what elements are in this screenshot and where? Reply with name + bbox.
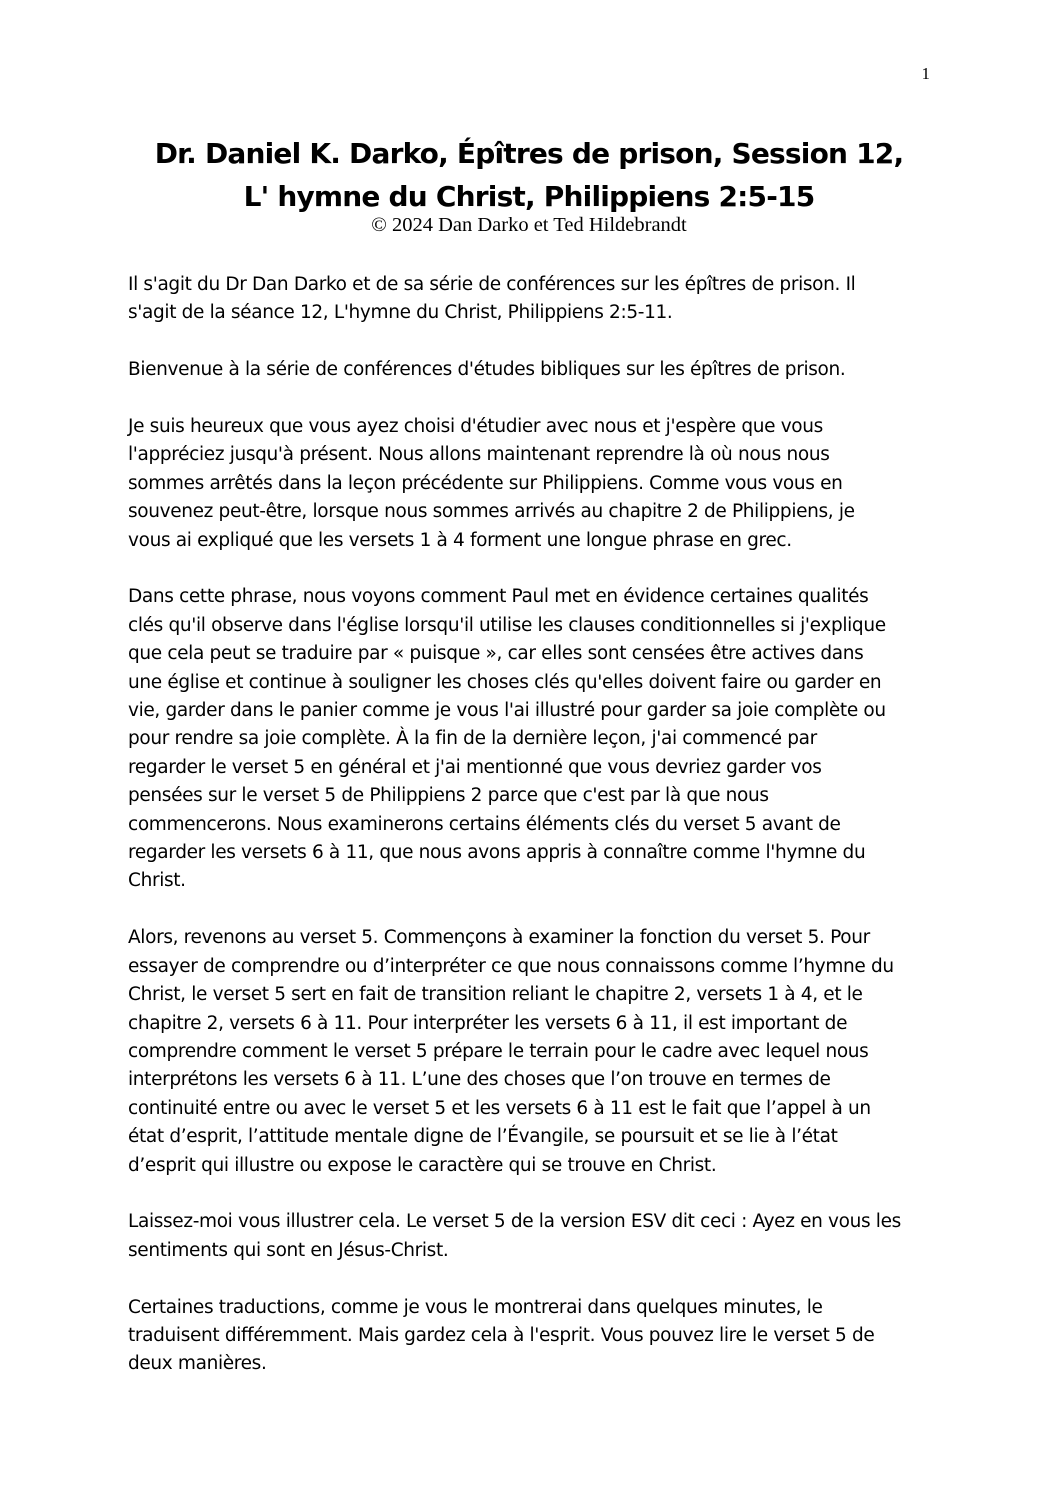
document-body xyxy=(128,271,940,1407)
text-line: interprétons les versets 6 à 11. L’une des choses que l’on trouve en termes de xyxy=(128,1069,831,1091)
text-line: Je suis heureux que vous ayez choisi d'étudier avec nous et j'espère que vous xyxy=(128,416,823,437)
text-line: s'agit de la séance 12, L'hymne du Christ, Philippiens 2:5-11. xyxy=(128,302,673,324)
text-line: traduisent différemment. Mais gardez cela à l'esprit. Vous pouvez lire le verset 5 de xyxy=(128,1324,875,1346)
text-line: pensées sur le verset 5 de Philippiens 2 parce que c'est par là que nous xyxy=(128,785,769,807)
text-line: comprendre comment le verset 5 prépare le terrain pour le cadre avec lequel nous xyxy=(128,1040,869,1062)
text-line: regarder les versets 6 à 11, que nous avons appris à connaître comme l'hymne du xyxy=(128,842,866,864)
text-line: pour rendre sa joie complète. À la fin de la dernière leçon, j'ai commencé par xyxy=(128,728,817,750)
text-line: clés qu'il observe dans l'église lorsqu'il utilise les clauses conditionnelles si j'explique xyxy=(128,614,886,636)
paragraph-recap xyxy=(128,413,940,555)
text-line: vous ai expliqué que les versets 1 à 4 forment une longue phrase en grec. xyxy=(128,529,792,551)
text-line: Dans cette phrase, nous voyons comment Paul met en évidence certaines qualités xyxy=(128,586,869,608)
text-line: Christ, le verset 5 sert en fait de transition reliant le chapitre 2, versets 1 à 4, et le xyxy=(128,984,863,1006)
text-line: Alors, revenons au verset 5. Commençons à examiner la fonction du verset 5. Pour xyxy=(128,927,870,949)
text-line: chapitre 2, versets 6 à 11. Pour interpréter les versets 6 à 11, il est important de xyxy=(128,1012,848,1034)
text-line: Certaines traductions, comme je vous le montrerai dans quelques minutes, le xyxy=(128,1296,823,1318)
text-line: essayer de comprendre ou d’interpréter ce que nous connaissons comme l’hymne du xyxy=(128,955,894,977)
text-line: l'appréciez jusqu'à présent. Nous allons maintenant reprendre là où nous nous xyxy=(128,444,830,466)
document-title-line-1: Dr. Daniel K. Darko, Épîtres de prison, Session 12, xyxy=(154,137,904,170)
document-title-line-2: L' hymne du Christ, Philippiens 2:5-15 xyxy=(243,180,815,213)
text-line: que cela peut se traduire par « puisque », car elles sont censées être actives dans xyxy=(128,643,864,665)
text-line: Il s'agit du Dr Dan Darko et de sa série de conférences sur les épîtres de prison. Il xyxy=(128,274,856,295)
text-line: Christ. xyxy=(128,870,186,892)
text-line: deux manières. xyxy=(128,1353,267,1375)
paragraph-translations xyxy=(128,1294,940,1379)
text-line: Bienvenue à la série de conférences d'études bibliques sur les épîtres de prison. xyxy=(128,359,846,381)
page-number: 1 xyxy=(921,64,930,83)
text-line: vie, garder dans le panier comme je vous l'ai illustré pour garder sa joie complète ou xyxy=(128,700,886,722)
paragraph-verse-5-function xyxy=(128,924,940,1180)
text-line: état d’esprit, l’attitude mentale digne de l’Évangile, se poursuit et se lie à l’état xyxy=(128,1126,838,1148)
text-line: souvenez peut-être, lorsque nous sommes arrivés au chapitre 2 de Philippiens, je xyxy=(128,501,855,523)
text-line: d’esprit qui illustre ou expose le caractère qui se trouve en Christ. xyxy=(128,1154,717,1176)
text-line: commencerons. Nous examinerons certains éléments clés du verset 5 avant de xyxy=(128,813,841,835)
copyright-notice: © 2024 Dan Darko et Ted Hildebrandt xyxy=(371,214,687,236)
paragraph-esv-quote xyxy=(128,1208,940,1265)
document-header xyxy=(100,132,958,238)
text-line: sommes arrêtés dans la leçon précédente sur Philippiens. Comme vous vous en xyxy=(128,472,843,494)
paragraph-intro xyxy=(128,271,940,328)
paragraph-welcome xyxy=(128,356,940,384)
text-line: continuité entre ou avec le verset 5 et les versets 6 à 11 est le fait que l’appel à un xyxy=(128,1097,871,1119)
text-line: sentiments qui sont en Jésus-Christ. xyxy=(128,1239,449,1261)
text-line: regarder le verset 5 en général et j'ai mentionné que vous devriez garder vos xyxy=(128,756,822,778)
paragraph-key-qualities xyxy=(128,583,940,895)
text-line: une église et continue à souligner les choses clés qu'elles doivent faire ou garder en xyxy=(128,671,882,693)
text-line: Laissez-moi vous illustrer cela. Le verset 5 de la version ESV dit ceci : Ayez en vous les xyxy=(128,1211,901,1233)
